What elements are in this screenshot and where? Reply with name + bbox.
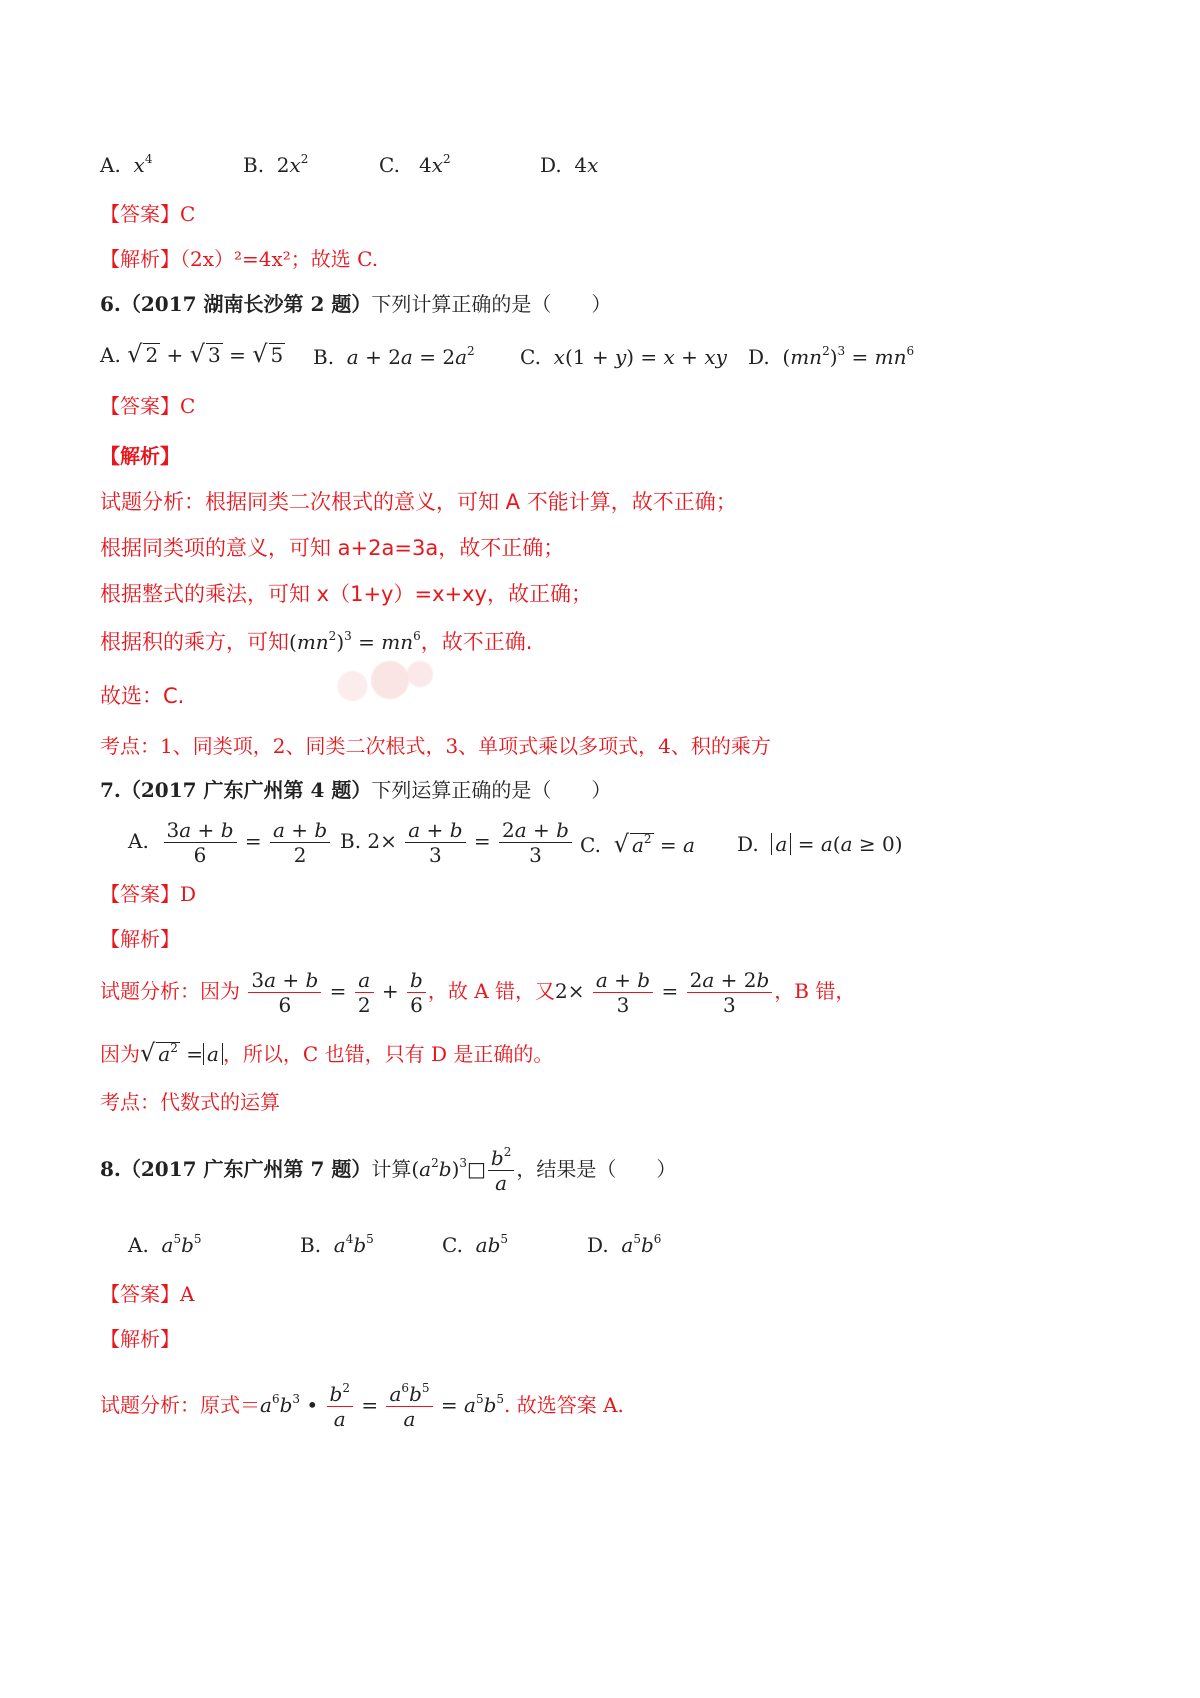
- q6-answer: 【答案】C: [100, 394, 196, 418]
- q6-analysis-line-3: 根据整式的乘法，可知 x（1+y）=x+xy，故正确；: [100, 582, 592, 606]
- q5-option-a: A. $x^4$: [100, 152, 153, 177]
- q7-option-d: D. a = a(a ≥ 0): [737, 832, 903, 856]
- q8-option-b: B. $a^4b^5$: [300, 1232, 374, 1257]
- q5-analysis: 【解析】（2x）²=4x²；故选 C.: [100, 247, 379, 271]
- q6-heading: 6.（2017 湖南长沙第 2 题）下列计算正确的是（ ）: [100, 292, 612, 316]
- q6-option-d: D. $(mn^2)^3 = mn^6$: [748, 344, 915, 369]
- q6-option-a: A. √ 2 + √ 3 = √ 5: [100, 340, 284, 368]
- q8-option-a: A. $a^5b^5$: [128, 1232, 202, 1257]
- q8-option-d: D. $a^5b^6$: [587, 1232, 662, 1257]
- q6-analysis-line-1: 试题分析：根据同类二次根式的意义，可知 A 不能计算，故不正确；: [100, 490, 737, 514]
- q7-analysis-line-1: 试题分析：因为 $\frac{3a + b}{6}$ = $\frac{a}{2}$ + $\frac{b}{6}$ ，故 A 错，又2× $\frac{a + b}{3}$ = $\frac{2a + 2b}{3}$ ，B 错，: [100, 968, 856, 1017]
- q8-option-c: C. $ab^5$: [442, 1232, 509, 1257]
- q7-analysis-line-2: 因为√ $a^2 = a$ ，所以，C 也错，只有 D 是正确的。: [100, 1039, 554, 1067]
- q6-option-c: C. x(1 + y) = x + xy: [520, 345, 727, 369]
- q7-heading: 7.（2017 广东广州第 4 题）下列运算正确的是（ ）: [100, 778, 612, 802]
- q6-analysis-line-2: 根据同类项的意义，可知 a+2a=3a，故不正确；: [100, 536, 565, 560]
- q8-heading: 8.（2017 广东广州第 7 题）计算$(a^2b)^3□$ $\frac{b^2}{a}$ ，结果是（ ）: [100, 1145, 677, 1195]
- q5-option-b: B. $2x^2$: [243, 152, 309, 177]
- q6-conclusion: 故选：C.: [100, 684, 185, 708]
- q7-answer: 【答案】D: [100, 882, 197, 906]
- q6-option-b: B. $a + 2a = 2a^2$: [313, 344, 475, 369]
- q7-option-a: A. $\frac{3a + b}{6}$ = $\frac{a + b}{2}$: [128, 818, 332, 867]
- q5-option-c: C. $4x^2$: [379, 152, 451, 177]
- q7-kaodian: 考点：代数式的运算: [100, 1090, 280, 1114]
- q7-analysis-label: 【解析】: [100, 927, 180, 951]
- q6-analysis-label: 【解析】: [100, 444, 180, 468]
- q5-answer: 【答案】C: [100, 202, 196, 226]
- q6-kaodian: 考点：1、同类项，2、同类二次根式，3、单项式乘以多项式，4、积的乘方: [100, 734, 771, 758]
- q6-analysis-line-4: 根据积的乘方，可知$(mn^2)^3 = mn^6$，故不正确.: [100, 629, 533, 654]
- q8-answer: 【答案】A: [100, 1282, 195, 1306]
- q7-option-c: C. √ $a^2 = a$: [580, 830, 695, 858]
- watermark-blot: [300, 650, 450, 710]
- q8-analysis-line: 试题分析：原式$=a^6b^3$ • $\frac{b^2}{a}$ = $\frac{a^6b^5}{a}$ = $a^5b^5$. 故选答案 A.: [100, 1381, 624, 1431]
- q7-option-b: B. 2× $\frac{a + b}{3}$ = $\frac{2a + b}{3}$: [340, 818, 574, 867]
- q8-analysis-label: 【解析】: [100, 1327, 180, 1351]
- q5-option-d: D. 4x: [540, 153, 599, 177]
